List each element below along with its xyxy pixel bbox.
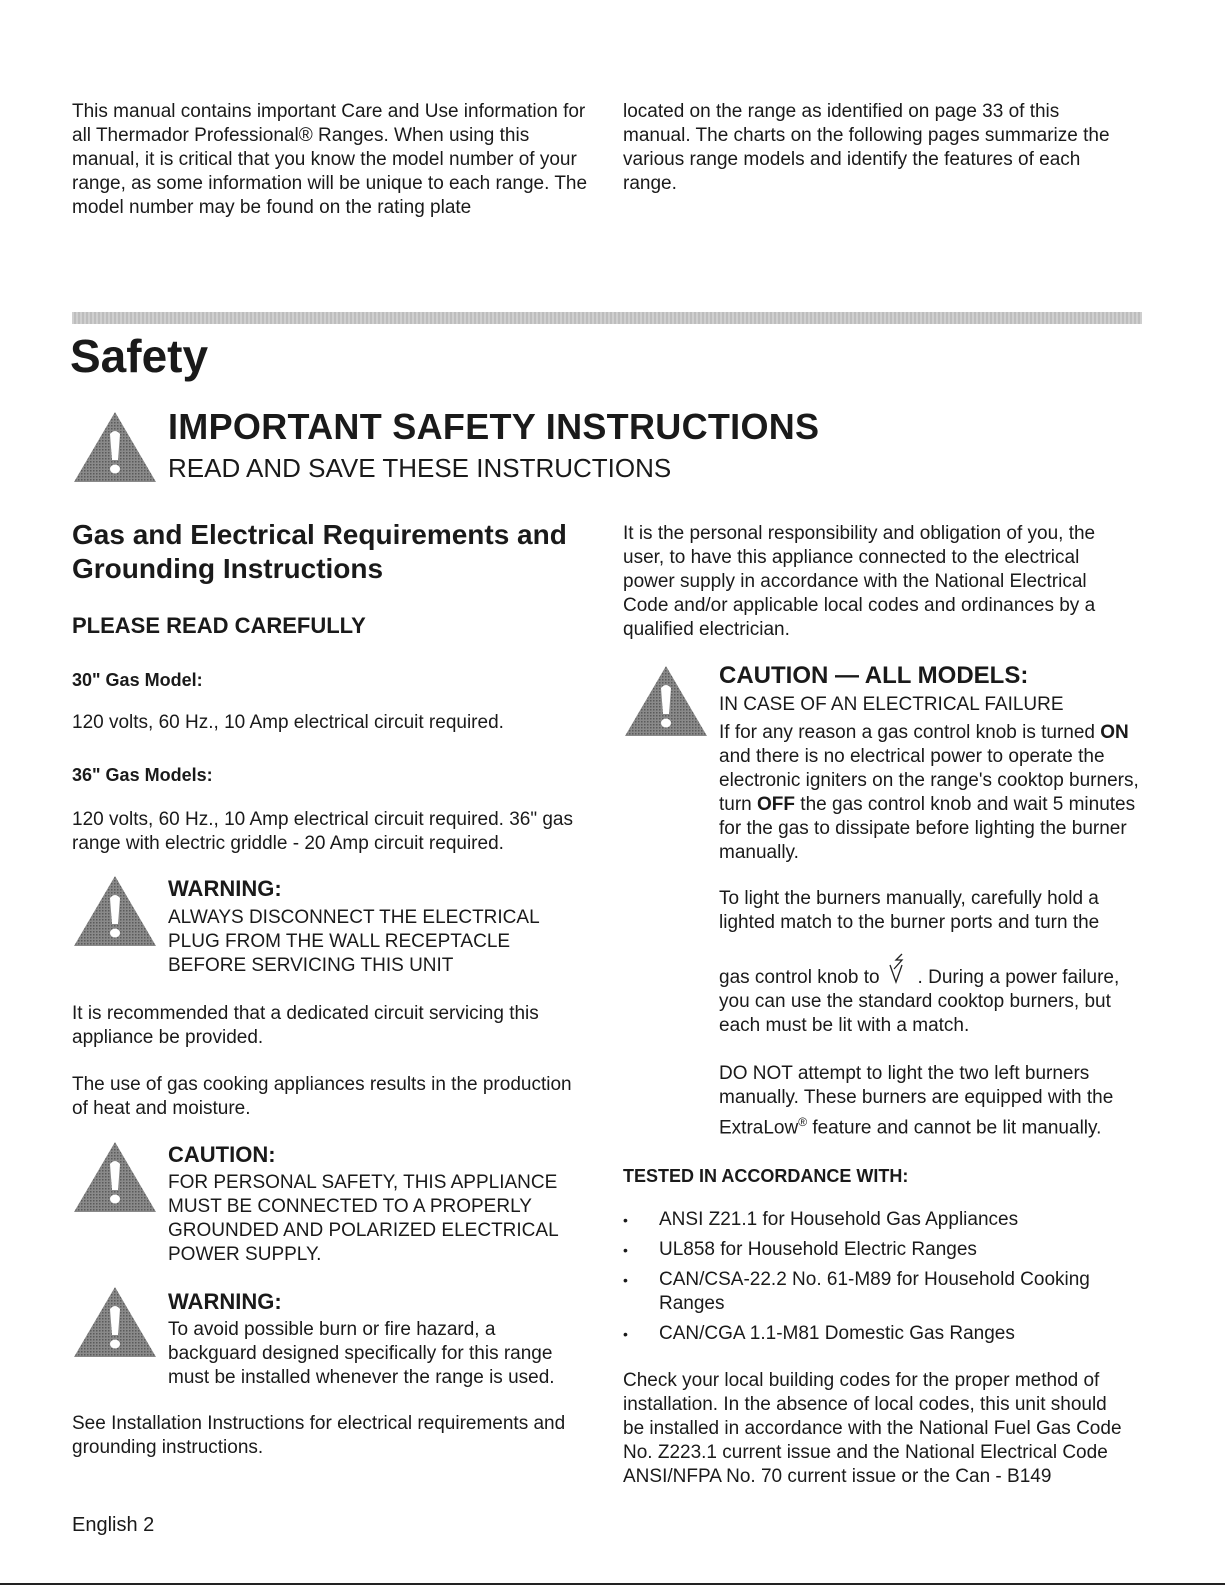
- list-item: • CAN/CSA-22.2 No. 61-M89 for Household Cooking Ranges: [623, 1268, 1113, 1316]
- lite-position-icon: [882, 951, 916, 987]
- caution-triangle-icon: [623, 664, 709, 738]
- requirements-heading: Gas and Electrical Requirements and Grounding Instructions: [72, 519, 567, 584]
- gas30-text: 120 volts, 60 Hz., 10 Amp electrical circuit required.: [72, 712, 504, 733]
- list-item: • UL858 for Household Electric Ranges: [623, 1238, 1113, 1262]
- important-title: IMPORTANT SAFETY INSTRUCTIONS: [168, 406, 820, 447]
- do-not-text: DO NOT attempt to light the two left burners manually. These burners are equipped with the ExtraLow® feature and cannot be lit manually.: [719, 1063, 1114, 1139]
- caution-text: FOR PERSONAL SAFETY, THIS APPLIANCE MUST BE CONNECTED TO A PROPERLY GROUNDED AND POLARIZED ELECTRICAL POWER SUPPLY.: [168, 1172, 558, 1265]
- section-title: Safety: [70, 330, 209, 382]
- warning2-text: To avoid possible burn or fire hazard, a backguard designed specifically for this range must be installed whenever the range is used.: [168, 1319, 555, 1388]
- moisture-text: The use of gas cooking appliances results in the production of heat and moisture.: [72, 1074, 572, 1119]
- gas30-label: 30" Gas Model:: [72, 670, 203, 690]
- off-keyword: OFF: [757, 794, 796, 815]
- caution-all-text: If for any reason a gas control knob is turned ON and there is no electrical power to operate the electronic igniters on the range's cooktop burners, turn OFF the gas control knob and wait 5 minutes for the gas to dissipate before lighting the burner manually.: [719, 722, 1139, 863]
- on-keyword: ON: [1100, 722, 1129, 743]
- responsibility-text: It is the personal responsibility and obligation of you, the user, to have this appliance connected to the electrical power supply in accordance with the National Electrical Code and/or applicable local codes and ordinances by a qualified electrician.: [623, 523, 1096, 640]
- warning1-text: ALWAYS DISCONNECT THE ELECTRICAL PLUG FROM THE WALL RECEPTACLE BEFORE SERVICING THIS UNIT: [168, 907, 539, 976]
- caution-all-subtitle: IN CASE OF AN ELECTRICAL FAILURE: [719, 694, 1064, 715]
- intro-left: This manual contains important Care and Use information for all Thermador Professional® Ranges. When using this manual, it is critical that you know the model number of your range, as some information will be unique to each range. The model number may be found on the rating plate: [72, 101, 588, 218]
- check-codes-text: Check your local building codes for the proper method of installation. In the absence of local codes, this unit should be installed in accordance with the National Fuel Gas Code No. Z223.1 current issue and the National Electrical Code ANSI/NFPA No. 70 current issue or the Can - B149: [623, 1370, 1122, 1487]
- gas36-text: 120 volts, 60 Hz., 10 Amp electrical circuit required. 36" gas range with electric griddle - 20 Amp circuit required.: [72, 809, 573, 854]
- caution-triangle-icon: [72, 1140, 158, 1214]
- gas36-label: 36" Gas Models:: [72, 765, 213, 785]
- see-install-text: See Installation Instructions for electrical requirements and grounding instructions.: [72, 1413, 566, 1458]
- light-burners-text: To light the burners manually, carefully hold a lighted match to the burner ports and turn the: [719, 888, 1100, 933]
- recommended-text: It is recommended that a dedicated circuit servicing this appliance be provided.: [72, 1003, 539, 1048]
- warning-triangle-icon: [72, 410, 158, 484]
- page-footer: English 2: [72, 1514, 155, 1536]
- important-subtitle: READ AND SAVE THESE INSTRUCTIONS: [168, 453, 672, 483]
- light-burners-text-2: gas control knob to . During a power failure, you can use the standard cooktop burners, but each must be lit with a match.: [719, 963, 1139, 1038]
- caution-title: CAUTION:: [168, 1142, 276, 1167]
- list-item: • CAN/CGA 1.1-M81 Domestic Gas Ranges: [623, 1322, 1113, 1346]
- please-read-heading: PLEASE READ CAREFULLY: [72, 613, 366, 638]
- section-divider: [72, 312, 1142, 324]
- caution-all-title: CAUTION — ALL MODELS:: [719, 662, 1029, 689]
- list-item: • ANSI Z21.1 for Household Gas Appliances: [623, 1208, 1113, 1232]
- tested-heading: TESTED IN ACCORDANCE WITH:: [623, 1166, 909, 1186]
- warning-triangle-icon: [72, 874, 158, 948]
- intro-right: located on the range as identified on page 33 of this manual. The charts on the following pages summarize the various range models and identify the features of each range.: [623, 101, 1110, 194]
- warning2-title: WARNING:: [168, 1289, 282, 1314]
- warning1-title: WARNING:: [168, 876, 282, 901]
- tests-list: [623, 1208, 1113, 1352]
- warning-triangle-icon: [72, 1285, 158, 1359]
